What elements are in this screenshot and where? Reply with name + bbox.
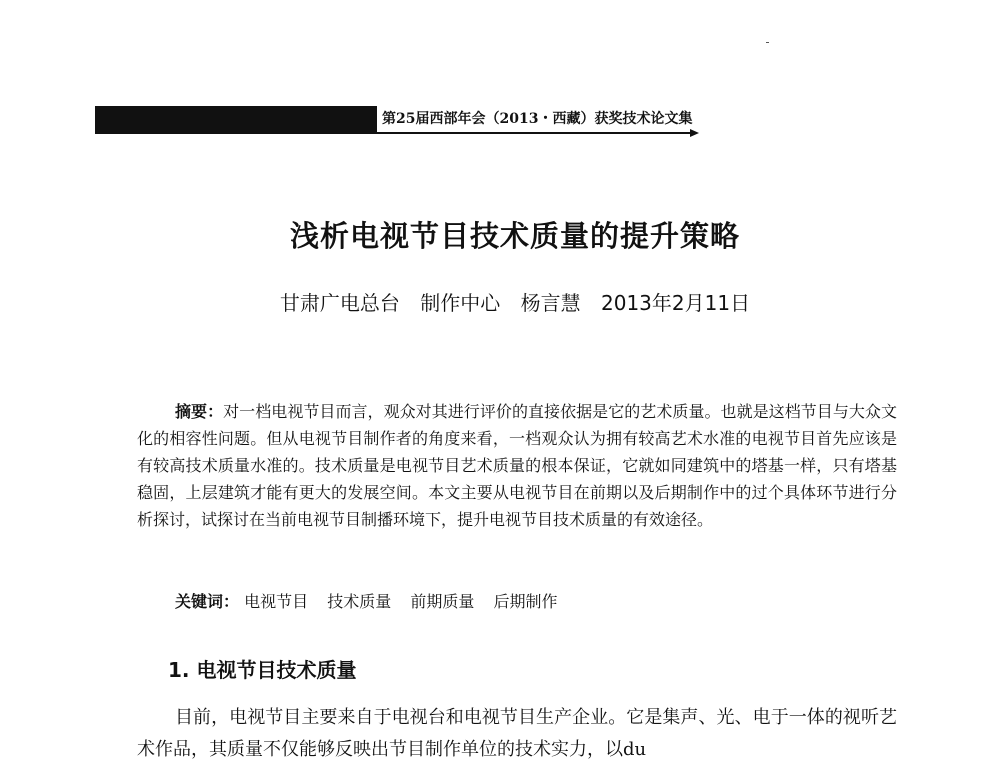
keywords: [175, 588, 895, 615]
affiliation-org: 甘肃广电总台: [279, 291, 400, 315]
author-name: 杨言慧: [520, 291, 581, 315]
header-redaction-bar: [95, 106, 377, 132]
paper-date: 2013年2月11日: [601, 291, 751, 315]
keyword-item: 前期质量: [410, 592, 475, 611]
author-line: [0, 287, 1000, 316]
section-heading: 1. 电视节目技术质量: [168, 658, 357, 682]
keyword-item: 后期制作: [493, 592, 558, 611]
keyword-item: 电视节目: [244, 592, 309, 611]
running-header: 第25届西部年会（2013・西藏）获奖技术论文集: [382, 111, 693, 127]
body-paragraph: 目前，电视节目主要来自于电视台和电视节目生产企业。它是集声、光、电于一体的视听艺术作品，其质量不仅能够反映出节目制作单位的技术实力，以du: [137, 707, 897, 760]
affiliation-dept: 制作中心: [420, 291, 501, 315]
header-rule: [95, 132, 695, 134]
abstract: [137, 398, 897, 533]
scan-speck: [766, 42, 769, 43]
header-rule-arrow-icon: [690, 129, 699, 137]
abstract-text: 对一档电视节目而言，观众对其进行评价的直接依据是它的艺术质量。也就是这档节目与大众文化的相容性问题。但从电视节目制作者的角度来看，一档观众认为拥有较高艺术水准的电视节目首先应该是有较高技术质量水准的。技术质量是电视节目艺术质量的根本保证，它就如同建筑中的塔基一样，只有塔基稳固，上层建筑才能有更大的发展空间。本文主要从电视节目在前期以及后期制作中的过个具体环节进行分析探讨，试探讨在当前电视节目制播环境下，提升电视节目技术质量的有效途径。: [137, 402, 897, 529]
paper-title: 浅析电视节目技术质量的提升策略: [289, 219, 740, 253]
abstract-label: 摘要：: [175, 402, 224, 421]
keywords-label: 关键词：: [175, 592, 240, 611]
keyword-item: 技术质量: [327, 592, 392, 611]
